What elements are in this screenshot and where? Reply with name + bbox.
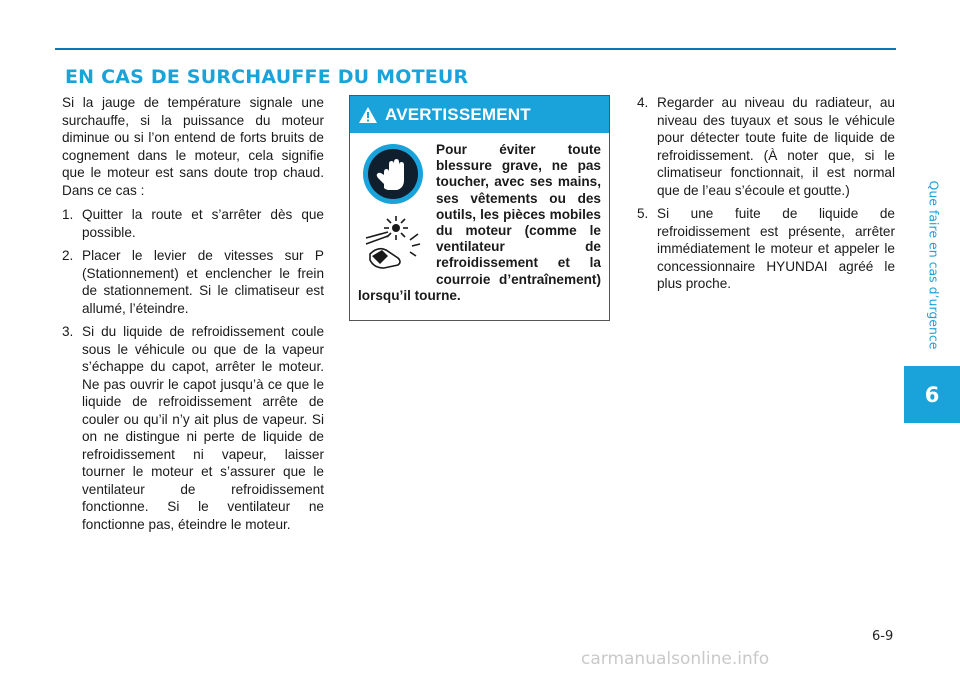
- fan-hazard-icon: [358, 210, 428, 272]
- chapter-number-tab: [904, 366, 960, 423]
- chapter-number: 6: [924, 382, 940, 407]
- watermark: carmanualsonline.info: [581, 649, 770, 669]
- warning-triangle-icon: [358, 106, 378, 124]
- right-column: [637, 94, 895, 299]
- steps-list-part1: [62, 206, 324, 533]
- step-number: 5.: [637, 206, 649, 221]
- step-number: 1.: [62, 207, 74, 222]
- left-column: [62, 94, 324, 539]
- intro-paragraph: Si la jauge de température signale une surchauffe, si la puissance du moteur diminue ou si l’on entend de forts bruits de cognement dans le moteur, cela signifie que le moteur est sans doute trop chaud. Dans ce cas :: [62, 95, 324, 198]
- step-text: Si une fuite de liquide de refroidissement est présente, arrêter immédiatement le moteur et appeler le concessionnaire HYUNDAI agréé le plus proche.: [657, 206, 895, 291]
- warning-body: [350, 133, 609, 304]
- warning-text: Pour éviter toute blessure grave, ne pas toucher, avec ses mains, ses vêtements ou des outils, les pièces mobiles du moteur (comme le ventilateur de refroidissement et la courroie d’entraînement) lorsqu’il tourne.: [358, 142, 601, 303]
- list-item: [62, 247, 324, 317]
- steps-list-part2: [637, 94, 895, 293]
- header-rule: [55, 48, 896, 50]
- step-text: Si du liquide de refroidissement coule sous le véhicule ou que de la vapeur s’échappe du capot, arrêter le moteur. Ne pas ouvrir le capot jusqu’à ce que le liquide de refroidissement arrête de couler ou qu’il n’y ait plus de vapeur. Si on ne distingue ni perte de liquide de refroidissement ni vapeur, laisser tourner le moteur et s’assurer que le ventilateur de refroidissement fonctionne. Si le ventilateur ne fonctionne pas, éteindre le moteur.: [82, 324, 324, 532]
- step-number: 2.: [62, 248, 74, 263]
- step-number: 4.: [637, 95, 649, 110]
- page-number: 6-9: [872, 629, 894, 644]
- warning-box: [349, 95, 610, 321]
- warning-icons: [358, 142, 432, 274]
- stop-hand-icon: [358, 142, 428, 206]
- section-title: EN CAS DE SURCHAUFFE DU MOTEUR: [65, 66, 469, 88]
- warning-header: [350, 96, 609, 133]
- step-text: Regarder au niveau du radiateur, au niveau des tuyaux et sous le véhicule pour détecter toute fuite de liquide de refroidissement. (À noter que, si le climatiseur fonctionnait, il est normal que de l’eau s’écoule et goutte.): [657, 95, 895, 198]
- list-item: [637, 205, 895, 293]
- list-item: [637, 94, 895, 199]
- list-item: [62, 323, 324, 533]
- step-number: 3.: [62, 324, 74, 339]
- chapter-title: Que faire en cas d’urgence: [926, 180, 942, 350]
- step-text: Quitter la route et s’arrêter dès que possible.: [82, 207, 324, 240]
- list-item: [62, 206, 324, 241]
- step-text: Placer le levier de vitesses sur P (Stationnement) et enclencher le frein de stationnement. Si le climatiseur est allumé, l’éteindre.: [82, 248, 324, 316]
- warning-title: AVERTISSEMENT: [385, 104, 531, 124]
